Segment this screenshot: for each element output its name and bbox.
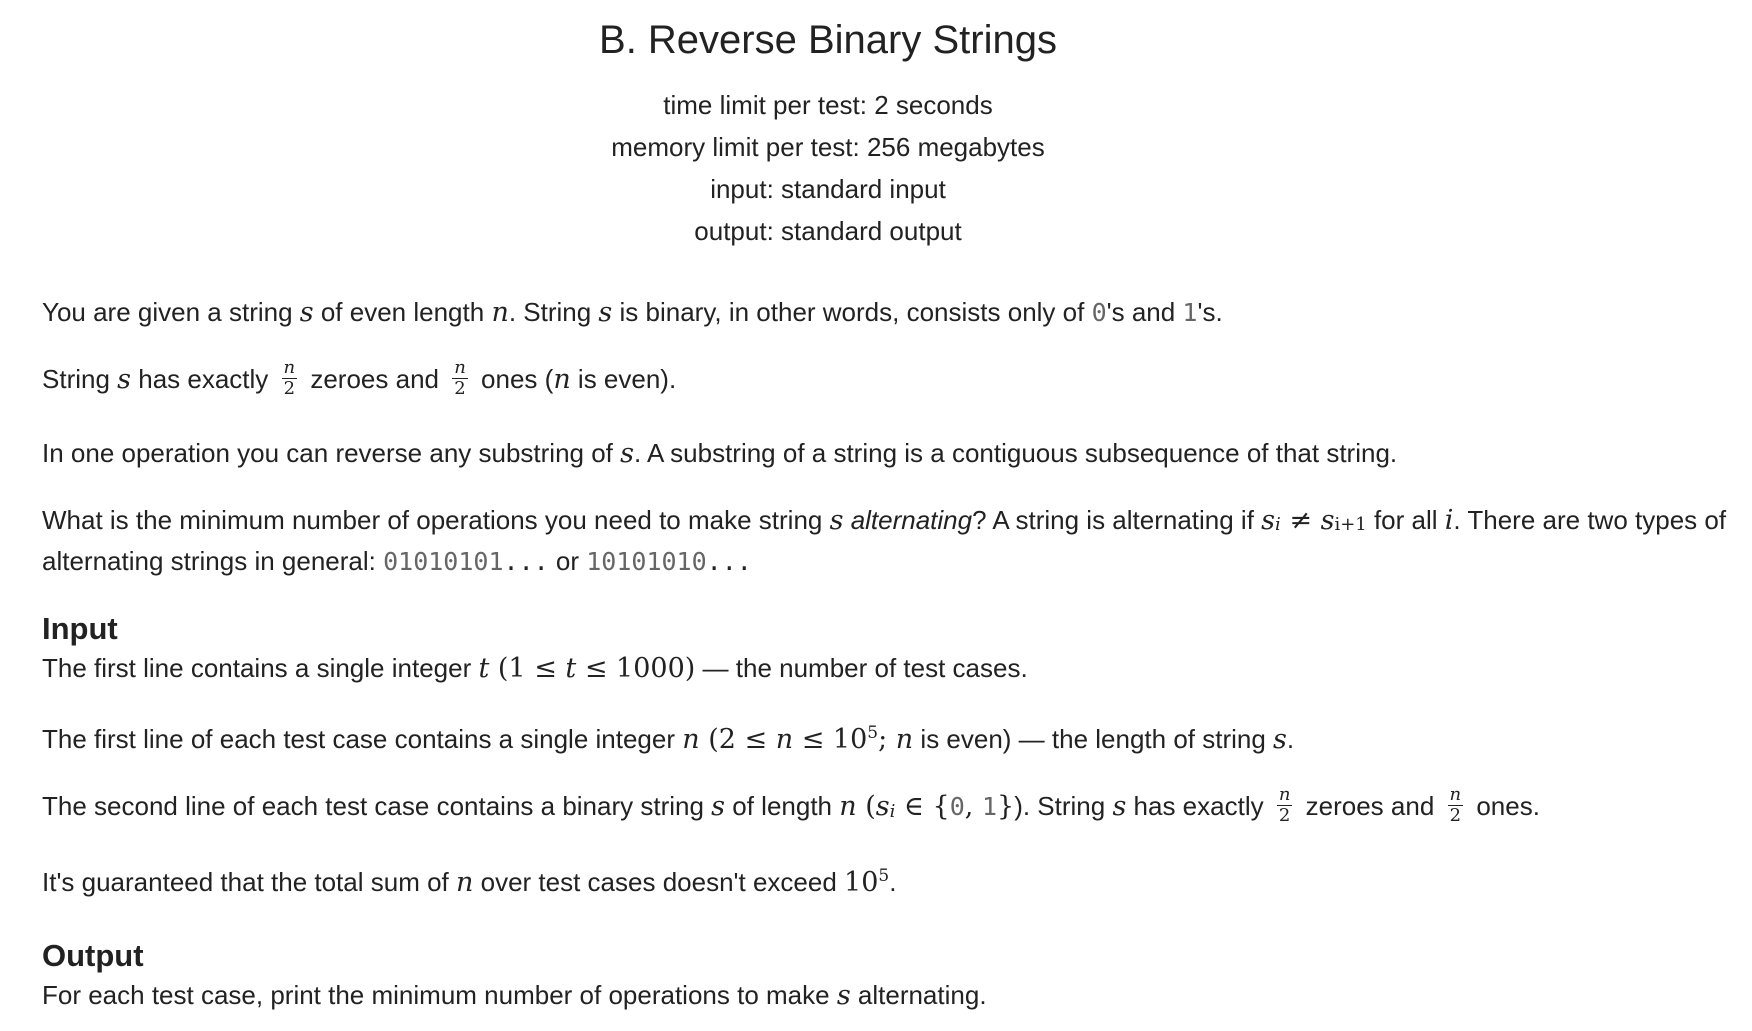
problem-title: B. Reverse Binary Strings [599, 18, 1057, 62]
input-paragraph-1: The first line contains a single integer t (1 ≤ t ≤ 1000) — the number of test cases. [42, 653, 1028, 684]
input-file: input: standard input [710, 174, 946, 204]
output-paragraph-1: For each test case, print the minimum number of operations to make s alternating. [42, 980, 987, 1011]
fraction-n-over-2: $\frac{n}{2}$ [454, 356, 466, 399]
statement-paragraph-3: In one operation you can reverse any substring of s. A substring of a string is a contiguous subsequence of that string. [42, 438, 1398, 469]
statement-paragraph-4: What is the minimum number of operations you need to make string s alternating? A string is alternating if $s_i \ne s_{i+1}$ for all i. There are two types of alternating strings in general: 01010101... or 10101010... [42, 505, 1727, 576]
input-paragraph-3: The second line of each test case contains a binary string s of length n ($s_i$ ∈ {0, 1}). String s has exactly $\frac{n}{2}$ zeroes and $\frac{n}{2}$ ones. [42, 783, 1540, 826]
input-paragraph-4: It's guaranteed that the total sum of n over test cases doesn't exceed $10^5$. [42, 866, 897, 898]
memory-limit: memory limit per test: 256 megabytes [611, 132, 1045, 162]
input-heading: Input [42, 611, 118, 646]
time-limit: time limit per test: 2 seconds [663, 90, 993, 120]
problem-header [0, 14, 1698, 252]
statement-paragraph-1: You are given a string s of even length n. String s is binary, in other words, consists only of 0's and 1's. [42, 297, 1223, 328]
statement-paragraph-2: String s has exactly $\frac{n}{2}$ zeroes and $\frac{n}{2}$ ones (n is even). [42, 356, 677, 399]
input-paragraph-2: The first line of each test case contains a single integer n ($2 \le n \le 10^5$; n is even) — the length of string s. [42, 723, 1295, 755]
output-file: output: standard output [694, 216, 962, 246]
problem-limits [0, 84, 1698, 252]
output-heading: Output [42, 938, 144, 973]
fraction-n-over-2: $\frac{n}{2}$ [1449, 783, 1462, 826]
fraction-n-over-2: $\frac{n}{2}$ [283, 356, 296, 399]
fraction-n-over-2: $\frac{n}{2}$ [1278, 783, 1291, 826]
